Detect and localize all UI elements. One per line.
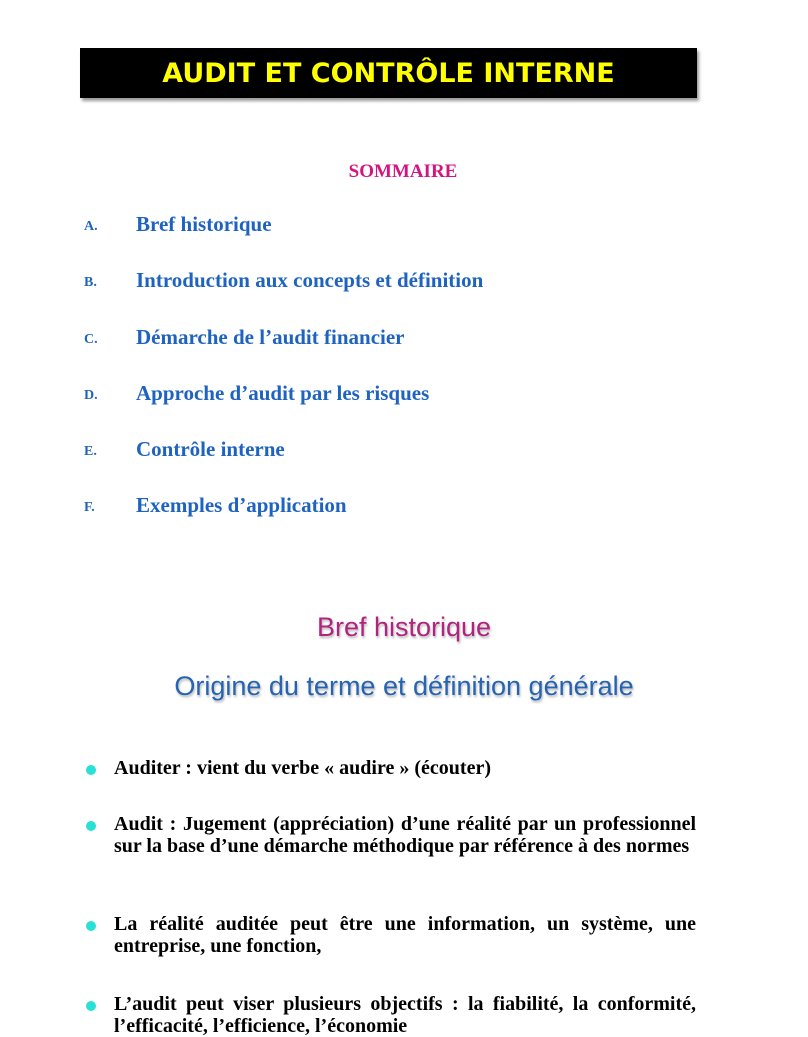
toc-label: Contrôle interne	[136, 437, 285, 461]
toc-label: Bref historique	[136, 212, 272, 236]
bullet-text: Audit : Jugement (appréciation) d’une réalité par un professionnel sur la base d’une démarche méthodique par référence à des normes	[114, 813, 696, 857]
toc-label: Démarche de l’audit financier	[136, 325, 405, 349]
toc-letter: B.	[84, 275, 97, 290]
toc-label: Exemples d’application	[136, 493, 347, 517]
bullet-dot-icon	[86, 1001, 96, 1011]
bullet-text: L’audit peut viser plusieurs objectifs : la fiabilité, la conformité, l’efficacité, l’efficience, l’économie	[114, 993, 696, 1037]
section-subtitle: Origine du terme et définition générale	[174, 671, 634, 701]
bullet-dot-icon	[86, 821, 96, 831]
toc-label: Introduction aux concepts et définition	[136, 268, 484, 292]
document-title: AUDIT ET CONTRÔLE INTERNE	[162, 57, 615, 89]
toc-letter: A.	[84, 219, 98, 234]
toc-letter: D.	[84, 388, 98, 403]
sommaire-heading: SOMMAIRE	[348, 161, 458, 182]
toc-label: Approche d’audit par les risques	[136, 381, 430, 405]
bullet-text: Auditer : vient du verbe « audire » (écouter)	[114, 757, 491, 779]
bullet-dot-icon	[86, 765, 96, 775]
bullet-text: La réalité auditée peut être une information, un système, une entreprise, une fonction,	[114, 913, 696, 957]
bullet-dot-icon	[86, 921, 96, 931]
section-title: Bref historique	[316, 612, 492, 642]
toc-letter: F.	[84, 500, 95, 515]
title-banner	[80, 48, 697, 98]
toc-letter: E.	[84, 444, 97, 459]
toc-letter: C.	[84, 332, 98, 347]
